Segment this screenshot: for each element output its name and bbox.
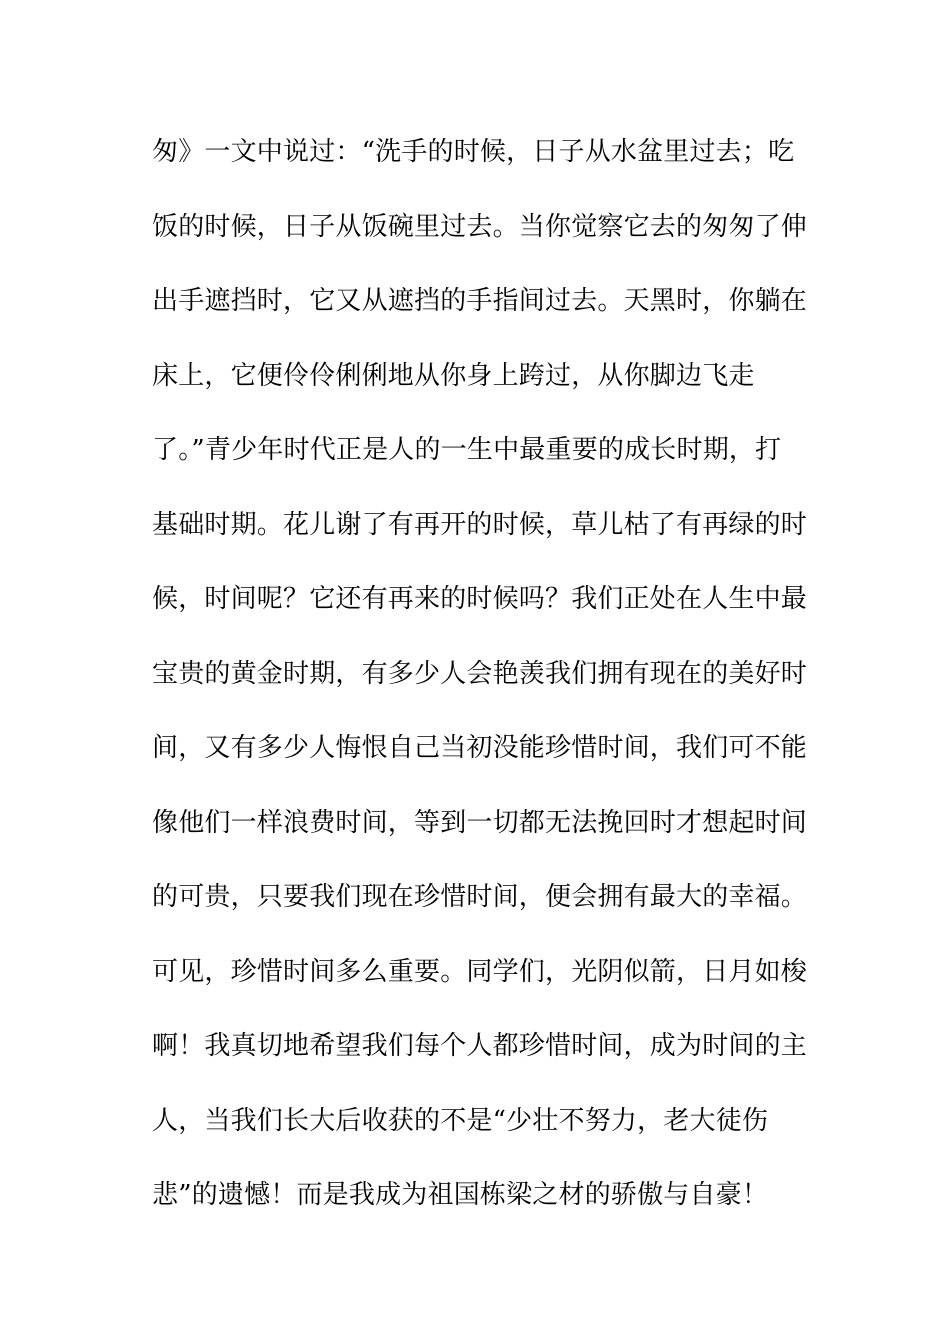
text-line: 匆》一文中说过：“洗手的时候，日子从水盆里过去；吃 [152,137,795,167]
text-line: 饭的时候，日子从饭碗里过去。当你觉察它去的匆匆了伸 [152,211,808,242]
text-line: 宝贵的黄金时期，有多少人会艳羡我们拥有现在的美好时 [152,658,808,689]
text-line: 像他们一样浪费时间，等到一切都无法挽回时才想起时间 [152,807,808,838]
text-line: 间，又有多少人悔恨自己当初没能珍惜时间，我们可不能 [152,733,808,763]
text-line: 啊！我真切地希望我们每个人都珍惜时间，成为时间的主 [152,1031,808,1061]
text-line: 出手遮挡时，它又从遮挡的手指间过去。天黑时，你躺在 [152,286,808,316]
text-line: 的可贵，只要我们现在珍惜时间，便会拥有最大的幸福。 [152,882,808,912]
text-line: 基础时期。花儿谢了有再开的时候，草儿枯了有再绿的时 [152,509,808,540]
text-line: 了。”青少年时代正是人的一生中最重要的成长时期，打 [152,435,782,465]
text-line: 人，当我们长大后收获的不是“少壮不努力，老大徒伤 [152,1105,769,1136]
essay-body [152,130,812,1248]
text-line: 可见，珍惜时间多么重要。同学们，光阴似箭，日月如梭 [152,956,808,987]
text-line: 悲”的遗憾！而是我成为祖国栋梁之材的骄傲与自豪！ [152,1180,769,1210]
text-line: 床上，它便伶伶俐俐地从你身上跨过，从你脚边飞走 [152,360,755,391]
text-line: 候，时间呢？它还有再来的时候吗？我们正处在人生中最 [152,584,808,614]
